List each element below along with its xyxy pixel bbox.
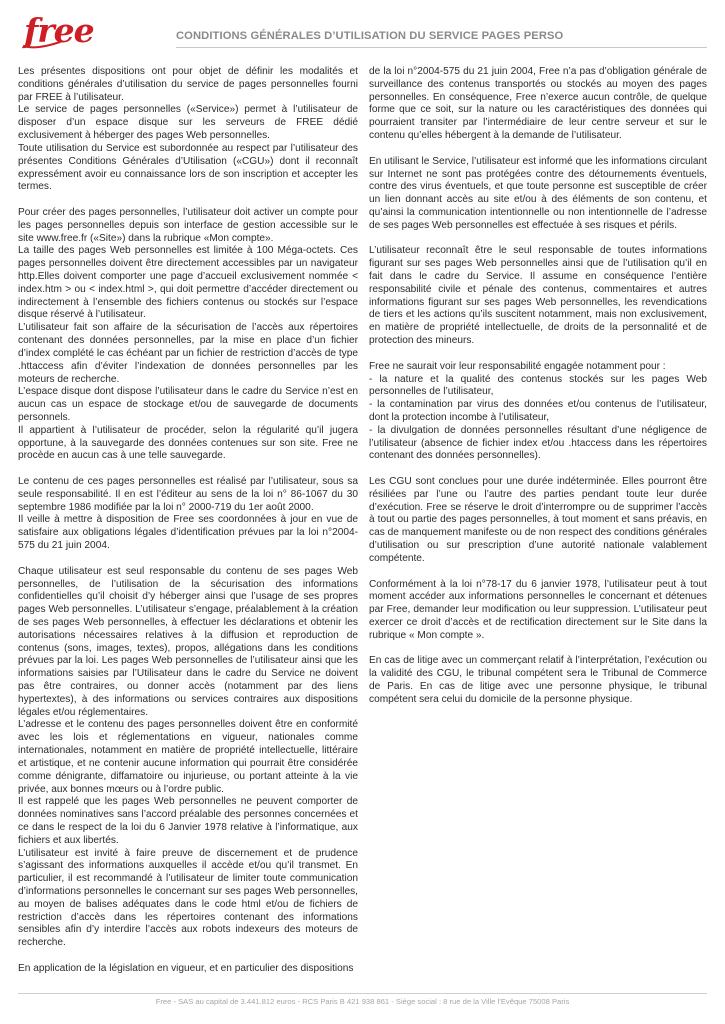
footer-divider bbox=[18, 993, 707, 994]
paragraph: Le contenu de ces pages personnelles est réalisé par l’utilisateur, sous sa seule responsabilité. Il en est l’éditeur au sens de la loi n° 86-1067 du 30 septembre 1986 modifiée par la loi n° 2000-719 du 1er août 2000. bbox=[18, 476, 358, 513]
paragraph: Free ne saurait voir leur responsabilité engagée notamment pour : bbox=[369, 360, 666, 372]
paragraph: Les CGU sont conclues pour une durée indéterminée. Elles pourront être résiliées par l’une ou l’autre des parties pendant toute leur durée d’exécution. Free se réserve le droit d’interrompre ou de supprimer l’accès à tout ou partie des pages personnelles, à tout moment et sans préavis, en cas de manquement manifeste ou de non respect des conditions générales d’utilisation ou sur prescription d’une autorité nationale valablement compétente. bbox=[369, 476, 707, 564]
paragraph: La taille des pages Web personnelles est limitée à 100 Méga-octets. Ces pages personnelles doivent être directement accessibles par un navigateur http.Elles doivent comporter une page d’accueil exclusivement nommée < index.htm > ou < index.html >, qui doit permettre d’accéder directement ou indirectement à l’ensemble des fichiers contenus ou stockés sur l’espace disque réservé à l’utilisateur. bbox=[18, 245, 358, 321]
paragraph: En application de la législation en vigueur, et en particulier des dispositions bbox=[18, 962, 354, 974]
paragraph: Les présentes dispositions ont pour objet de définir les modalités et conditions générales d’utilisation du service de pages personnelles fourni par FREE à l’utilisateur. bbox=[18, 66, 358, 103]
paragraph: L’utilisateur reconnaît être le seul responsable de toutes informations figurant sur ses pages Web personnelles ainsi que de l’utilisation qu’il en fait dans le cadre du Service. Il assume en conséquence l’entière responsabilité civile et pénale des contenus, commentaires et autres informations figurant sur ses pages Web personnelles, les revendications de tiers et les actions qu’ils suscitent notamment, mais non exclusivement, en matière de propriété intellectuelle, de droits de la personnalité et de protection des mineurs. bbox=[369, 245, 707, 347]
paragraph: de la loi n°2004-575 du 21 juin 2004, Free n’a pas d’obligation générale de surveillance des contenus transportés ou stockés au moyen des pages personnelles. En conséquence, Free n’exerce aucun contrôle, de quelque forme que ce soit, sur la nature ou les caractéristiques des données qui pourraient transiter par l’intermédiaire de leur centre serveur et sur le contenu qu’elles hébergent à la demande de l’utilisateur. bbox=[369, 66, 707, 142]
document-header bbox=[0, 0, 725, 56]
paragraph: Le service de pages personnelles («Service») permet à l’utilisateur de disposer d’un espace disque sur les serveurs de FREE dédié exclusivement à héberger des pages Web personnelles. bbox=[18, 104, 358, 142]
paragraph: L’adresse et le contenu des pages personnelles doivent être en conformité avec les lois et réglementations en vigueur, nationales comme internationales, notamment en matière de propriété intellectuelle, littéraire et artistique, et ne contenir aucune information qui pourrait être considérée comme dénigrante, diffamatoire ou injurieuse, ou portant atteinte à la vie privée, aux bonnes mœurs ou à l’ordre public. bbox=[18, 719, 358, 795]
paragraph: Il veille à mettre à disposition de Free ses coordonnées à jour en vue de satisfaire aux obligations légales d’identification prévues par la loi n°2004-575 du 21 juin 2004. bbox=[18, 514, 358, 552]
paragraph: Il est rappelé que les pages Web personnelles ne peuvent comporter de données nominatives sans l’accord préalable des personnes concernées et ce dans le respect de la loi du 6 Janvier 1978 relative à l’informatique, aux fichiers et aux libertés. bbox=[18, 796, 358, 846]
right-column bbox=[369, 66, 707, 707]
paragraph: L’espace disque dont dispose l’utilisateur dans le cadre du Service n’est en aucun cas un espace de stockage et/ou de sauvegarde de documents personnels. bbox=[18, 386, 358, 423]
paragraph: Il appartient à l’utilisateur de procéder, selon la régularité qu’il jugera opportune, à la sauvegarde des données contenues sur son site. Free ne procède en aucun cas à une telle sauvegarde. bbox=[18, 424, 358, 462]
left-column bbox=[18, 66, 358, 976]
paragraph: Pour créer des pages personnelles, l’utilisateur doit activer un compte pour les pages personnelles depuis son interface de gestion accessible sur le site www.free.fr («Site») dans la rubrique «Mon compte». bbox=[18, 206, 358, 244]
paragraph: L’utilisateur fait son affaire de la sécurisation de l’accès aux répertoires contenant des données personnelles, par la mise en place d’un fichier d’index complété le cas échéant par un fichier de restriction d’accès de type .httaccess afin d’éviter l’indexation de données personnelles par les moteurs de recherche. bbox=[18, 322, 358, 385]
list-item: - la contamination par virus des données et/ou contenus de l’utilisateur, dont la protection incombe à l’utilisateur, bbox=[369, 399, 707, 423]
logo-swash-icon bbox=[22, 40, 62, 50]
document-title: CONDITIONS GÉNÉRALES D’UTILISATION DU SERVICE PAGES PERSO bbox=[176, 30, 564, 42]
paragraph: En utilisant le Service, l’utilisateur est informé que les informations circulant sur Internet ne sont pas protégées contre des détournements éventuels, contre des virus éventuels, et que toute personne est susceptible de créer un lien donnant accès au site et/ou à des éléments de son contenu, et qu’ainsi la communication intentionnelle ou non intentionnelle de l’adresse de ses pages Web personnelles est effectuée à ses risques et périls. bbox=[369, 155, 707, 231]
title-divider bbox=[176, 47, 707, 48]
paragraph: Toute utilisation du Service est subordonnée au respect par l’utilisateur des présentes Conditions Générales d’Utilisation («CGU») dont il reconnaît expressément avoir eu connaissance lors de son inscription et accepter les termes. bbox=[18, 142, 358, 193]
paragraph: L’utilisateur est invité à faire preuve de discernement et de prudence s’agissant des informations auxquelles il accède et/ou qu’il transmet. En particulier, il est recommandé à l’utilisateur de limiter toute communication d’informations personnelles le concernant sur ses pages Web personnelles, au moyen de balises adéquates dans le code html et/ou de fichiers de restriction d’accès dans les répertoires contenant des informations sensibles afin d’y interdire l’accès aux robots indexeurs des moteurs de recherche. bbox=[18, 847, 358, 949]
list-item: - la nature et la qualité des contenus stockés sur les pages Web personnelles de l’utilisateur, bbox=[369, 373, 707, 398]
paragraph: En cas de litige avec un commerçant relatif à l’interprétation, l’exécution ou la validité des CGU, le tribunal compétent sera le Tribunal de Commerce de Paris. En cas de litige avec une personne physique, le tribunal compétent sera celui du domicile de la personne physique. bbox=[369, 655, 707, 705]
paragraph: Conformément à la loi n°78-17 du 6 janvier 1978, l’utilisateur peut à tout moment accéder aux informations personnelles le concernant et détenues par Free, demander leur modification ou leur suppression. L’utilisateur peut exercer ce droit d’accès et de rectification directement sur le Site dans la rubrique « Mon compte ». bbox=[369, 578, 707, 641]
free-logo: free bbox=[24, 11, 94, 50]
company-footer: Free - SAS au capital de 3.441.812 euros - RCS Paris B 421 938 861 - Siège social : 8 rue de la Ville l’Evêque 75008 Paris bbox=[155, 997, 570, 1006]
paragraph: Chaque utilisateur est seul responsable du contenu de ses pages Web personnelles, de l’utilisation de la sécurisation des informations confidentielles qu’il choisit d’y héberger ainsi que l’usage de ses propres pages Web personnelles. L’utilisateur s’engage, préalablement à la création de ses pages Web personnelles, à effectuer les déclarations et obtenir les autorisations nécessaires relatives à la diffusion et reproduction de contenus (sons, images, textes), propos, allégations dans les conditions prévues par la loi. Les pages Web personnelles de l’utilisateur ainsi que les informations saisies par l’Utilisateur dans le cadre du Service ne doivent pas être contraires, ou donner accès (notamment par des liens hypertextes), à des informations ou services contraires aux dispositions légales et/ou réglementaires. bbox=[18, 565, 358, 718]
list-item: - la divulgation de données personnelles résultant d’une négligence de l’utilisateur (absence de fichier index et/ou .htaccess dans les répertoires contenant des données personnelles). bbox=[369, 424, 707, 462]
